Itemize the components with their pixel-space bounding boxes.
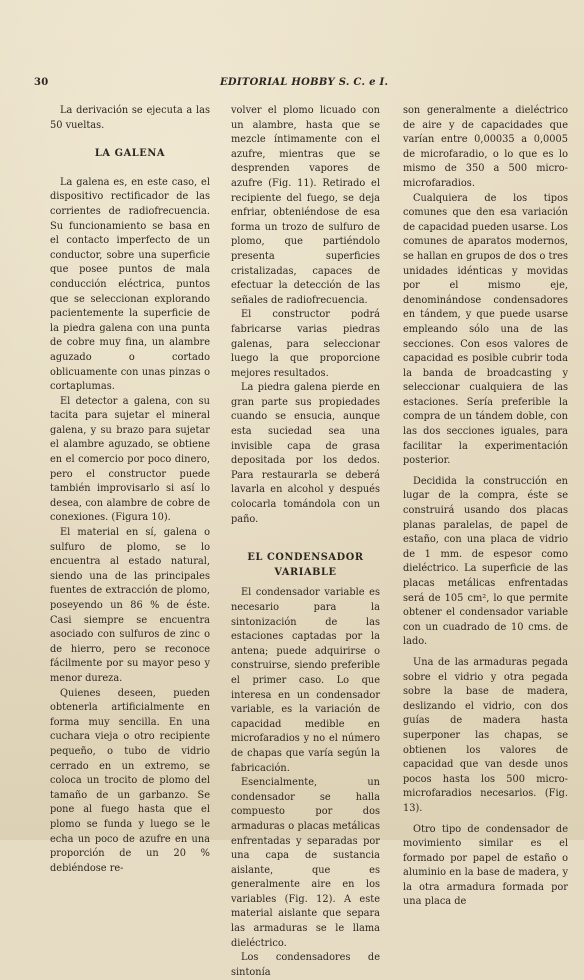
paragraph: El material en sí, galena o sulfuro de plomo, se lo encuentra al estado natural, siendo una de las principales fuentes de extracción de plomo, poseyendo un 86 % de éste. Casi siempre se encuentra asociado con sulfuros de zinc o de hierro, pero se reconoce fácilmente por su mayor peso y menor dureza.	[50, 527, 210, 684]
text-column-2	[231, 104, 380, 980]
page-number: 30	[34, 77, 49, 88]
paragraph: Los condensadores de sintonía	[231, 952, 380, 978]
paragraph: Esencialmente, un condensador se halla compuesto por dos armaduras o placas metálicas enfrentadas y separadas por una capa de sustancia aislante, que es generalmente aire en los variables (Fig. 12). A este material aislante que separa las armaduras se le llama dieléctrico.	[231, 777, 380, 949]
running-title: EDITORIAL HOBBY S. C. e I.	[220, 77, 389, 88]
paragraph: El constructor podrá fabricarse varias piedras galenas, para seleccionar luego la que proporcione mejores resultados.	[231, 309, 380, 379]
section-heading-condensador: EL CONDENSADOR VARIABLE	[247, 552, 364, 578]
paragraph: El detector a galena, con su tacita para sujetar el mineral galena, y su brazo para sujetar el alambre aguzado, se obtiene en el comercio por poco dinero, pero el constructor puede también improvisarlo si así lo desea, con alambre de cobre de conexiones. (Figura 10).	[50, 395, 210, 524]
text-column-3	[403, 104, 568, 910]
paragraph: son generalmente a dieléctrico de aire y de capacidades que varían entre 0,00035 a 0,0005 de microfaradio, o lo que es lo mismo de 350 a 500 micro-microfaradios.	[403, 105, 568, 189]
page-header	[34, 77, 566, 93]
paragraph: Quienes deseen, pueden obtenerla artificialmente en forma muy sencilla. En una cuchara vieja o otro recipiente pequeño, o tubo de vidrio cerrado en un extremo, se coloca un trocito de plomo del tamaño de un garbanzo. Se pone al fuego hasta que el plomo se funda y luego se le echa un poco de azufre en una proporción de un 20 % debiéndose re-	[50, 687, 210, 874]
paragraph: La galena es, en este caso, el dispositivo rectificador de las corrientes de radiofrecuencia. Su funcionamiento se basa en el contacto imperfecto de un conductor, sobre una superficie que posee puntos de mala conducción eléctrica, puntos que se seleccionan explorando pacientemente la superficie de la piedra galena con una punta de cobre muy fina, un alambre aguzado o cortado oblicuamente con unas pinzas o cortaplumas.	[50, 176, 210, 393]
paragraph: Cualquiera de los tipos comunes que den esa variación de capacidad pueden usarse. Los comunes de aparatos modernos, se hallan en grupos de dos o tres unidades idénticas y movidas por el mismo eje, denominándose condensadores en tándem, y que puede usarse empleando sólo una de las secciones. Con esos valores de capacidad es posible cubrir toda la banda de broadcasting y seleccionar cualquiera de las estaciones. Sería preferible la compra de un tándem doble, con las dos secciones iguales, para facilitar la experimentación posterior.	[403, 192, 568, 467]
paragraph: La derivación se ejecuta a las 50 vueltas.	[50, 105, 210, 131]
paragraph: Una de las armaduras pegada sobre el vidrio y otra pegada sobre la base de madera, deslizando el vidrio, con dos guías de madera hasta superponer las chapas, se obtienen los valores de capacidad que van desde unos pocos hasta los 500 micro-microfaradios necesarios. (Fig. 13).	[403, 656, 568, 814]
paragraph: La piedra galena pierde en gran parte sus propiedades cuando se ensucia, aunque esta suciedad sea una invisible capa de grasa depositada por los dedos. Para restaurarla se deberá lavarla en alcohol y después colocarla tomándola con un paño.	[231, 382, 380, 525]
text-column-1	[50, 104, 210, 876]
paragraph: Decidida la construcción en lugar de la compra, éste se construirá usando dos placas planas paralelas, de papel de estaño, con una placa de vidrio de 1 mm. de espesor como dieléctrico. La superficie de las placas metálicas enfrentadas será de 105 cm², lo que permite obtener el condensador variable con un cuadrado de 10 cms. de lado.	[403, 475, 568, 648]
paragraph: Otro tipo de condensador de movimiento similar es el formado por papel de estaño o aluminio en la base de madera, y la otra armadura formada por una placa de	[403, 823, 568, 908]
section-heading-galena: LA GALENA	[94, 148, 166, 160]
paragraph: El condensador variable es necesario para la sintonización de las estaciones captadas por la antena; puede adquirirse o construirse, siendo preferible el primer caso. Lo que interesa en un condensador variable, es la variación de capacidad medible en microfaradios y no el número de chapas que varía según la fabricación.	[231, 587, 380, 774]
paragraph: volver el plomo licuado con un alambre, hasta que se mezcle íntimamente con el azufre, mientras que se desprenden vapores de azufre (Fig. 11). Retirado el recipiente del fuego, se deja enfriar, obteniéndose de esa forma un trozo de sulfuro de plomo, que partiéndolo presenta superficies cristalizadas, capaces de efectuar la detección de las señales de radiofrecuencia.	[231, 105, 380, 306]
